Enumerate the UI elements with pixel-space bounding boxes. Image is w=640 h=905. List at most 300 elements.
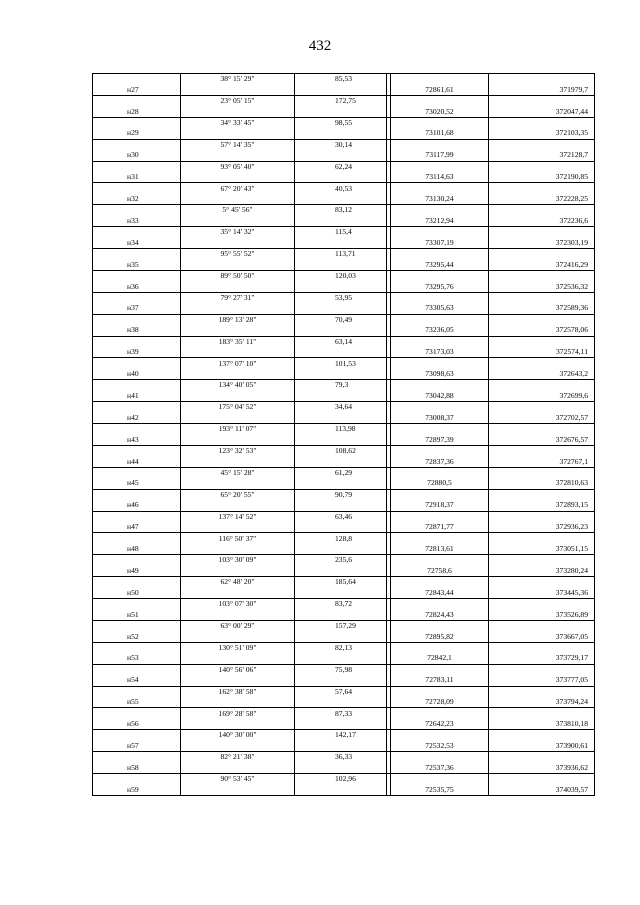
empty-cell xyxy=(295,675,387,686)
coordinate-x: 72824,43 xyxy=(391,609,489,620)
segment-row xyxy=(93,752,595,763)
coordinate-x: 73130,24 xyxy=(391,194,489,205)
empty-cell xyxy=(489,467,595,478)
point-row xyxy=(93,544,595,555)
coordinate-y: 372643,2 xyxy=(489,369,595,380)
direction-angle: 65° 20' 55" xyxy=(181,489,295,500)
coordinate-x: 73212,94 xyxy=(391,216,489,227)
empty-cell xyxy=(181,194,295,205)
segment-row xyxy=(93,74,595,85)
segment-length: 83,12 xyxy=(295,205,387,216)
empty-cell xyxy=(181,238,295,249)
empty-cell xyxy=(295,763,387,774)
segment-row xyxy=(93,620,595,631)
empty-cell xyxy=(93,336,181,347)
coordinate-x: 73114,63 xyxy=(391,172,489,183)
empty-cell xyxy=(181,84,295,95)
empty-cell xyxy=(93,292,181,303)
empty-cell xyxy=(93,774,181,785)
point-row xyxy=(93,741,595,752)
empty-cell xyxy=(181,609,295,620)
direction-angle: 162° 38' 58" xyxy=(181,686,295,697)
empty-cell xyxy=(489,161,595,172)
segment-length: 57,64 xyxy=(295,686,387,697)
direction-angle: 103° 07' 30" xyxy=(181,599,295,610)
empty-cell xyxy=(181,106,295,117)
empty-cell xyxy=(93,599,181,610)
empty-cell xyxy=(181,259,295,270)
segment-length: 82,13 xyxy=(295,642,387,653)
point-name: н44 xyxy=(93,456,181,467)
segment-row xyxy=(93,555,595,566)
empty-cell xyxy=(295,150,387,161)
empty-cell xyxy=(489,380,595,391)
direction-angle: 193° 11' 07" xyxy=(181,424,295,435)
coordinate-x: 72897,39 xyxy=(391,434,489,445)
segment-length: 75,98 xyxy=(295,664,387,675)
empty-cell xyxy=(93,161,181,172)
coordinate-y: 373777,05 xyxy=(489,675,595,686)
empty-cell xyxy=(181,281,295,292)
segment-row xyxy=(93,445,595,456)
empty-cell xyxy=(93,95,181,106)
empty-cell xyxy=(295,478,387,489)
empty-cell xyxy=(295,500,387,511)
empty-cell xyxy=(295,544,387,555)
coordinate-y: 372190,85 xyxy=(489,172,595,183)
empty-cell xyxy=(181,763,295,774)
segment-row xyxy=(93,686,595,697)
segment-length: 142,17 xyxy=(295,730,387,741)
coordinate-y: 372303,19 xyxy=(489,238,595,249)
empty-cell xyxy=(391,445,489,456)
empty-cell xyxy=(93,686,181,697)
empty-cell xyxy=(181,434,295,445)
empty-cell xyxy=(181,391,295,402)
coordinate-y: 373445,36 xyxy=(489,588,595,599)
coordinates-table xyxy=(92,73,595,796)
segment-length: 108,62 xyxy=(295,445,387,456)
empty-cell xyxy=(93,730,181,741)
empty-cell xyxy=(489,227,595,238)
point-name: н57 xyxy=(93,741,181,752)
empty-cell xyxy=(391,686,489,697)
direction-angle: 67° 20' 43" xyxy=(181,183,295,194)
empty-cell xyxy=(391,599,489,610)
point-name: н46 xyxy=(93,500,181,511)
empty-cell xyxy=(93,227,181,238)
segment-row xyxy=(93,270,595,281)
coordinate-x: 72837,36 xyxy=(391,456,489,467)
empty-cell xyxy=(93,205,181,216)
point-name: н55 xyxy=(93,697,181,708)
coordinate-x: 72783,11 xyxy=(391,675,489,686)
coordinate-y: 372416,29 xyxy=(489,259,595,270)
empty-cell xyxy=(181,216,295,227)
empty-cell xyxy=(489,620,595,631)
empty-cell xyxy=(93,577,181,588)
empty-cell xyxy=(489,686,595,697)
coordinate-y: 372676,57 xyxy=(489,434,595,445)
point-name: н50 xyxy=(93,588,181,599)
empty-cell xyxy=(295,172,387,183)
segment-length: 40,53 xyxy=(295,183,387,194)
segment-length: 172,75 xyxy=(295,95,387,106)
point-row xyxy=(93,194,595,205)
coordinate-x: 73008,37 xyxy=(391,413,489,424)
empty-cell xyxy=(295,106,387,117)
empty-cell xyxy=(93,555,181,566)
coordinate-y: 372578,06 xyxy=(489,325,595,336)
empty-cell xyxy=(489,708,595,719)
empty-cell xyxy=(295,238,387,249)
point-name: н45 xyxy=(93,478,181,489)
coordinate-y: 372767,1 xyxy=(489,456,595,467)
point-row xyxy=(93,84,595,95)
empty-cell xyxy=(93,358,181,369)
segment-length: 85,53 xyxy=(295,74,387,85)
point-row xyxy=(93,303,595,314)
direction-angle: 89° 50' 50" xyxy=(181,270,295,281)
empty-cell xyxy=(181,478,295,489)
coordinate-y: 372128,7 xyxy=(489,150,595,161)
point-row xyxy=(93,675,595,686)
coordinate-y: 373936,62 xyxy=(489,763,595,774)
segment-row xyxy=(93,599,595,610)
direction-angle: 34° 33' 45" xyxy=(181,117,295,128)
direction-angle: 116° 50' 37" xyxy=(181,533,295,544)
empty-cell xyxy=(295,216,387,227)
direction-angle: 137° 14' 52" xyxy=(181,511,295,522)
point-row xyxy=(93,259,595,270)
empty-cell xyxy=(391,620,489,631)
segment-row xyxy=(93,664,595,675)
empty-cell xyxy=(391,489,489,500)
direction-angle: 169° 28' 58" xyxy=(181,708,295,719)
direction-angle: 63° 00' 29" xyxy=(181,620,295,631)
empty-cell xyxy=(489,489,595,500)
empty-cell xyxy=(391,358,489,369)
point-name: н42 xyxy=(93,413,181,424)
coordinate-y: 372702,57 xyxy=(489,413,595,424)
empty-cell xyxy=(93,445,181,456)
empty-cell xyxy=(489,74,595,85)
empty-cell xyxy=(489,270,595,281)
segment-length: 63,14 xyxy=(295,336,387,347)
coordinate-x: 72535,75 xyxy=(391,784,489,795)
empty-cell xyxy=(295,697,387,708)
empty-cell xyxy=(391,227,489,238)
segment-length: 87,33 xyxy=(295,708,387,719)
empty-cell xyxy=(181,697,295,708)
segment-row xyxy=(93,336,595,347)
coordinate-y: 373051,15 xyxy=(489,544,595,555)
empty-cell xyxy=(489,533,595,544)
empty-cell xyxy=(391,664,489,675)
coordinate-x: 73295,76 xyxy=(391,281,489,292)
segment-row xyxy=(93,227,595,238)
empty-cell xyxy=(181,150,295,161)
empty-cell xyxy=(93,511,181,522)
segment-length: 83,72 xyxy=(295,599,387,610)
point-name: н58 xyxy=(93,763,181,774)
segment-row xyxy=(93,314,595,325)
empty-cell xyxy=(181,172,295,183)
point-name: н32 xyxy=(93,194,181,205)
direction-angle: 95° 55' 52" xyxy=(181,249,295,260)
segment-length: 113,71 xyxy=(295,249,387,260)
coordinate-y: 373280,24 xyxy=(489,566,595,577)
empty-cell xyxy=(391,577,489,588)
coordinate-x: 73117,99 xyxy=(391,150,489,161)
coordinate-x: 73042,88 xyxy=(391,391,489,402)
point-row xyxy=(93,106,595,117)
empty-cell xyxy=(181,303,295,314)
point-row xyxy=(93,522,595,533)
coordinate-y: 373729,17 xyxy=(489,653,595,664)
segment-length: 157,29 xyxy=(295,620,387,631)
point-name: н52 xyxy=(93,631,181,642)
coordinate-y: 373900,61 xyxy=(489,741,595,752)
point-name: н37 xyxy=(93,303,181,314)
direction-angle: 62° 48' 20" xyxy=(181,577,295,588)
point-name: н59 xyxy=(93,784,181,795)
coordinate-y: 374039,57 xyxy=(489,784,595,795)
empty-cell xyxy=(181,522,295,533)
empty-cell xyxy=(391,249,489,260)
point-row xyxy=(93,719,595,730)
empty-cell xyxy=(391,511,489,522)
empty-cell xyxy=(93,270,181,281)
coordinate-y: 372574,11 xyxy=(489,347,595,358)
point-name: н31 xyxy=(93,172,181,183)
empty-cell xyxy=(391,467,489,478)
coordinate-x: 73173,03 xyxy=(391,347,489,358)
empty-cell xyxy=(295,325,387,336)
coordinate-x: 72537,36 xyxy=(391,763,489,774)
empty-cell xyxy=(181,784,295,795)
coordinate-y: 372589,36 xyxy=(489,303,595,314)
point-row xyxy=(93,631,595,642)
empty-cell xyxy=(295,522,387,533)
direction-angle: 35° 14' 32" xyxy=(181,227,295,238)
empty-cell xyxy=(295,566,387,577)
coordinate-x: 72842,1 xyxy=(391,653,489,664)
empty-cell xyxy=(391,380,489,391)
segment-row xyxy=(93,489,595,500)
point-name: н40 xyxy=(93,369,181,380)
empty-cell xyxy=(295,369,387,380)
direction-angle: 82° 21' 38" xyxy=(181,752,295,763)
empty-cell xyxy=(391,533,489,544)
segment-length: 102,96 xyxy=(295,774,387,785)
segment-length: 30,14 xyxy=(295,139,387,150)
point-row xyxy=(93,566,595,577)
coordinate-y: 373526,89 xyxy=(489,609,595,620)
point-row xyxy=(93,763,595,774)
point-row xyxy=(93,238,595,249)
empty-cell xyxy=(391,205,489,216)
direction-angle: 5° 45' 56" xyxy=(181,205,295,216)
coordinate-x: 72758,6 xyxy=(391,566,489,577)
empty-cell xyxy=(489,205,595,216)
empty-cell xyxy=(295,434,387,445)
empty-cell xyxy=(93,74,181,85)
empty-cell xyxy=(93,489,181,500)
coordinate-y: 372893,15 xyxy=(489,500,595,511)
empty-cell xyxy=(391,642,489,653)
empty-cell xyxy=(295,609,387,620)
segment-row xyxy=(93,402,595,413)
empty-cell xyxy=(181,347,295,358)
empty-cell xyxy=(391,183,489,194)
coordinate-y: 373794,24 xyxy=(489,697,595,708)
coordinate-x: 72813,61 xyxy=(391,544,489,555)
empty-cell xyxy=(295,719,387,730)
coordinate-x: 73295,44 xyxy=(391,259,489,270)
empty-cell xyxy=(181,325,295,336)
empty-cell xyxy=(295,303,387,314)
segment-length: 79,3 xyxy=(295,380,387,391)
point-row xyxy=(93,500,595,511)
point-row xyxy=(93,128,595,139)
coordinate-x: 73098,63 xyxy=(391,369,489,380)
point-name: н47 xyxy=(93,522,181,533)
empty-cell xyxy=(295,653,387,664)
point-row xyxy=(93,478,595,489)
empty-cell xyxy=(489,292,595,303)
segment-row xyxy=(93,577,595,588)
empty-cell xyxy=(93,402,181,413)
segment-row xyxy=(93,380,595,391)
point-name: н38 xyxy=(93,325,181,336)
point-name: н36 xyxy=(93,281,181,292)
empty-cell xyxy=(391,292,489,303)
coordinate-y: 372103,35 xyxy=(489,128,595,139)
direction-angle: 140° 56' 06" xyxy=(181,664,295,675)
point-row xyxy=(93,347,595,358)
empty-cell xyxy=(181,588,295,599)
empty-cell xyxy=(489,599,595,610)
segment-length: 34,64 xyxy=(295,402,387,413)
point-row xyxy=(93,172,595,183)
empty-cell xyxy=(93,183,181,194)
coordinate-y: 372228,25 xyxy=(489,194,595,205)
coordinate-x: 72642,23 xyxy=(391,719,489,730)
empty-cell xyxy=(181,128,295,139)
empty-cell xyxy=(489,183,595,194)
segment-length: 36,33 xyxy=(295,752,387,763)
empty-cell xyxy=(181,566,295,577)
point-name: н54 xyxy=(93,675,181,686)
empty-cell xyxy=(391,95,489,106)
empty-cell xyxy=(295,741,387,752)
segment-length: 185,64 xyxy=(295,577,387,588)
empty-cell xyxy=(295,347,387,358)
direction-angle: 57° 14' 35" xyxy=(181,139,295,150)
segment-row xyxy=(93,358,595,369)
empty-cell xyxy=(489,314,595,325)
empty-cell xyxy=(489,249,595,260)
direction-angle: 79° 27' 31" xyxy=(181,292,295,303)
coordinate-y: 371979,7 xyxy=(489,84,595,95)
empty-cell xyxy=(93,752,181,763)
point-row xyxy=(93,456,595,467)
empty-cell xyxy=(181,500,295,511)
empty-cell xyxy=(93,314,181,325)
coordinate-x: 72895,82 xyxy=(391,631,489,642)
coordinate-y: 372810,63 xyxy=(489,478,595,489)
empty-cell xyxy=(489,445,595,456)
empty-cell xyxy=(295,588,387,599)
empty-cell xyxy=(391,336,489,347)
point-name: н51 xyxy=(93,609,181,620)
segment-row xyxy=(93,708,595,719)
segment-length: 128,8 xyxy=(295,533,387,544)
segment-length: 235,6 xyxy=(295,555,387,566)
segment-row xyxy=(93,533,595,544)
empty-cell xyxy=(93,139,181,150)
empty-cell xyxy=(391,74,489,85)
segment-row xyxy=(93,292,595,303)
segment-row xyxy=(93,774,595,785)
point-name: н56 xyxy=(93,719,181,730)
empty-cell xyxy=(93,620,181,631)
coordinate-x: 72880,5 xyxy=(391,478,489,489)
segment-length: 70,49 xyxy=(295,314,387,325)
segment-length: 61,29 xyxy=(295,467,387,478)
direction-angle: 189° 13' 28" xyxy=(181,314,295,325)
segment-length: 113,98 xyxy=(295,424,387,435)
empty-cell xyxy=(391,708,489,719)
empty-cell xyxy=(181,631,295,642)
empty-cell xyxy=(489,358,595,369)
segment-row xyxy=(93,730,595,741)
empty-cell xyxy=(181,653,295,664)
empty-cell xyxy=(489,402,595,413)
point-name: н33 xyxy=(93,216,181,227)
coordinate-x: 73307,19 xyxy=(391,238,489,249)
coordinates-table-body xyxy=(93,74,595,796)
direction-angle: 140° 30' 00" xyxy=(181,730,295,741)
direction-angle: 130° 51' 09" xyxy=(181,642,295,653)
coordinate-x: 72532,53 xyxy=(391,741,489,752)
coordinate-y: 373667,05 xyxy=(489,631,595,642)
empty-cell xyxy=(391,270,489,281)
empty-cell xyxy=(93,664,181,675)
point-row xyxy=(93,369,595,380)
empty-cell xyxy=(391,752,489,763)
point-name: н34 xyxy=(93,238,181,249)
point-row xyxy=(93,784,595,795)
empty-cell xyxy=(489,642,595,653)
coordinate-y: 372936,23 xyxy=(489,522,595,533)
segment-length: 53,95 xyxy=(295,292,387,303)
coordinate-x: 72728,09 xyxy=(391,697,489,708)
empty-cell xyxy=(295,84,387,95)
coordinate-x: 73236,05 xyxy=(391,325,489,336)
point-name: н27 xyxy=(93,84,181,95)
empty-cell xyxy=(181,413,295,424)
point-name: н43 xyxy=(93,434,181,445)
empty-cell xyxy=(489,117,595,128)
empty-cell xyxy=(391,402,489,413)
point-name: н35 xyxy=(93,259,181,270)
segment-row xyxy=(93,95,595,106)
empty-cell xyxy=(391,117,489,128)
empty-cell xyxy=(93,424,181,435)
empty-cell xyxy=(93,249,181,260)
